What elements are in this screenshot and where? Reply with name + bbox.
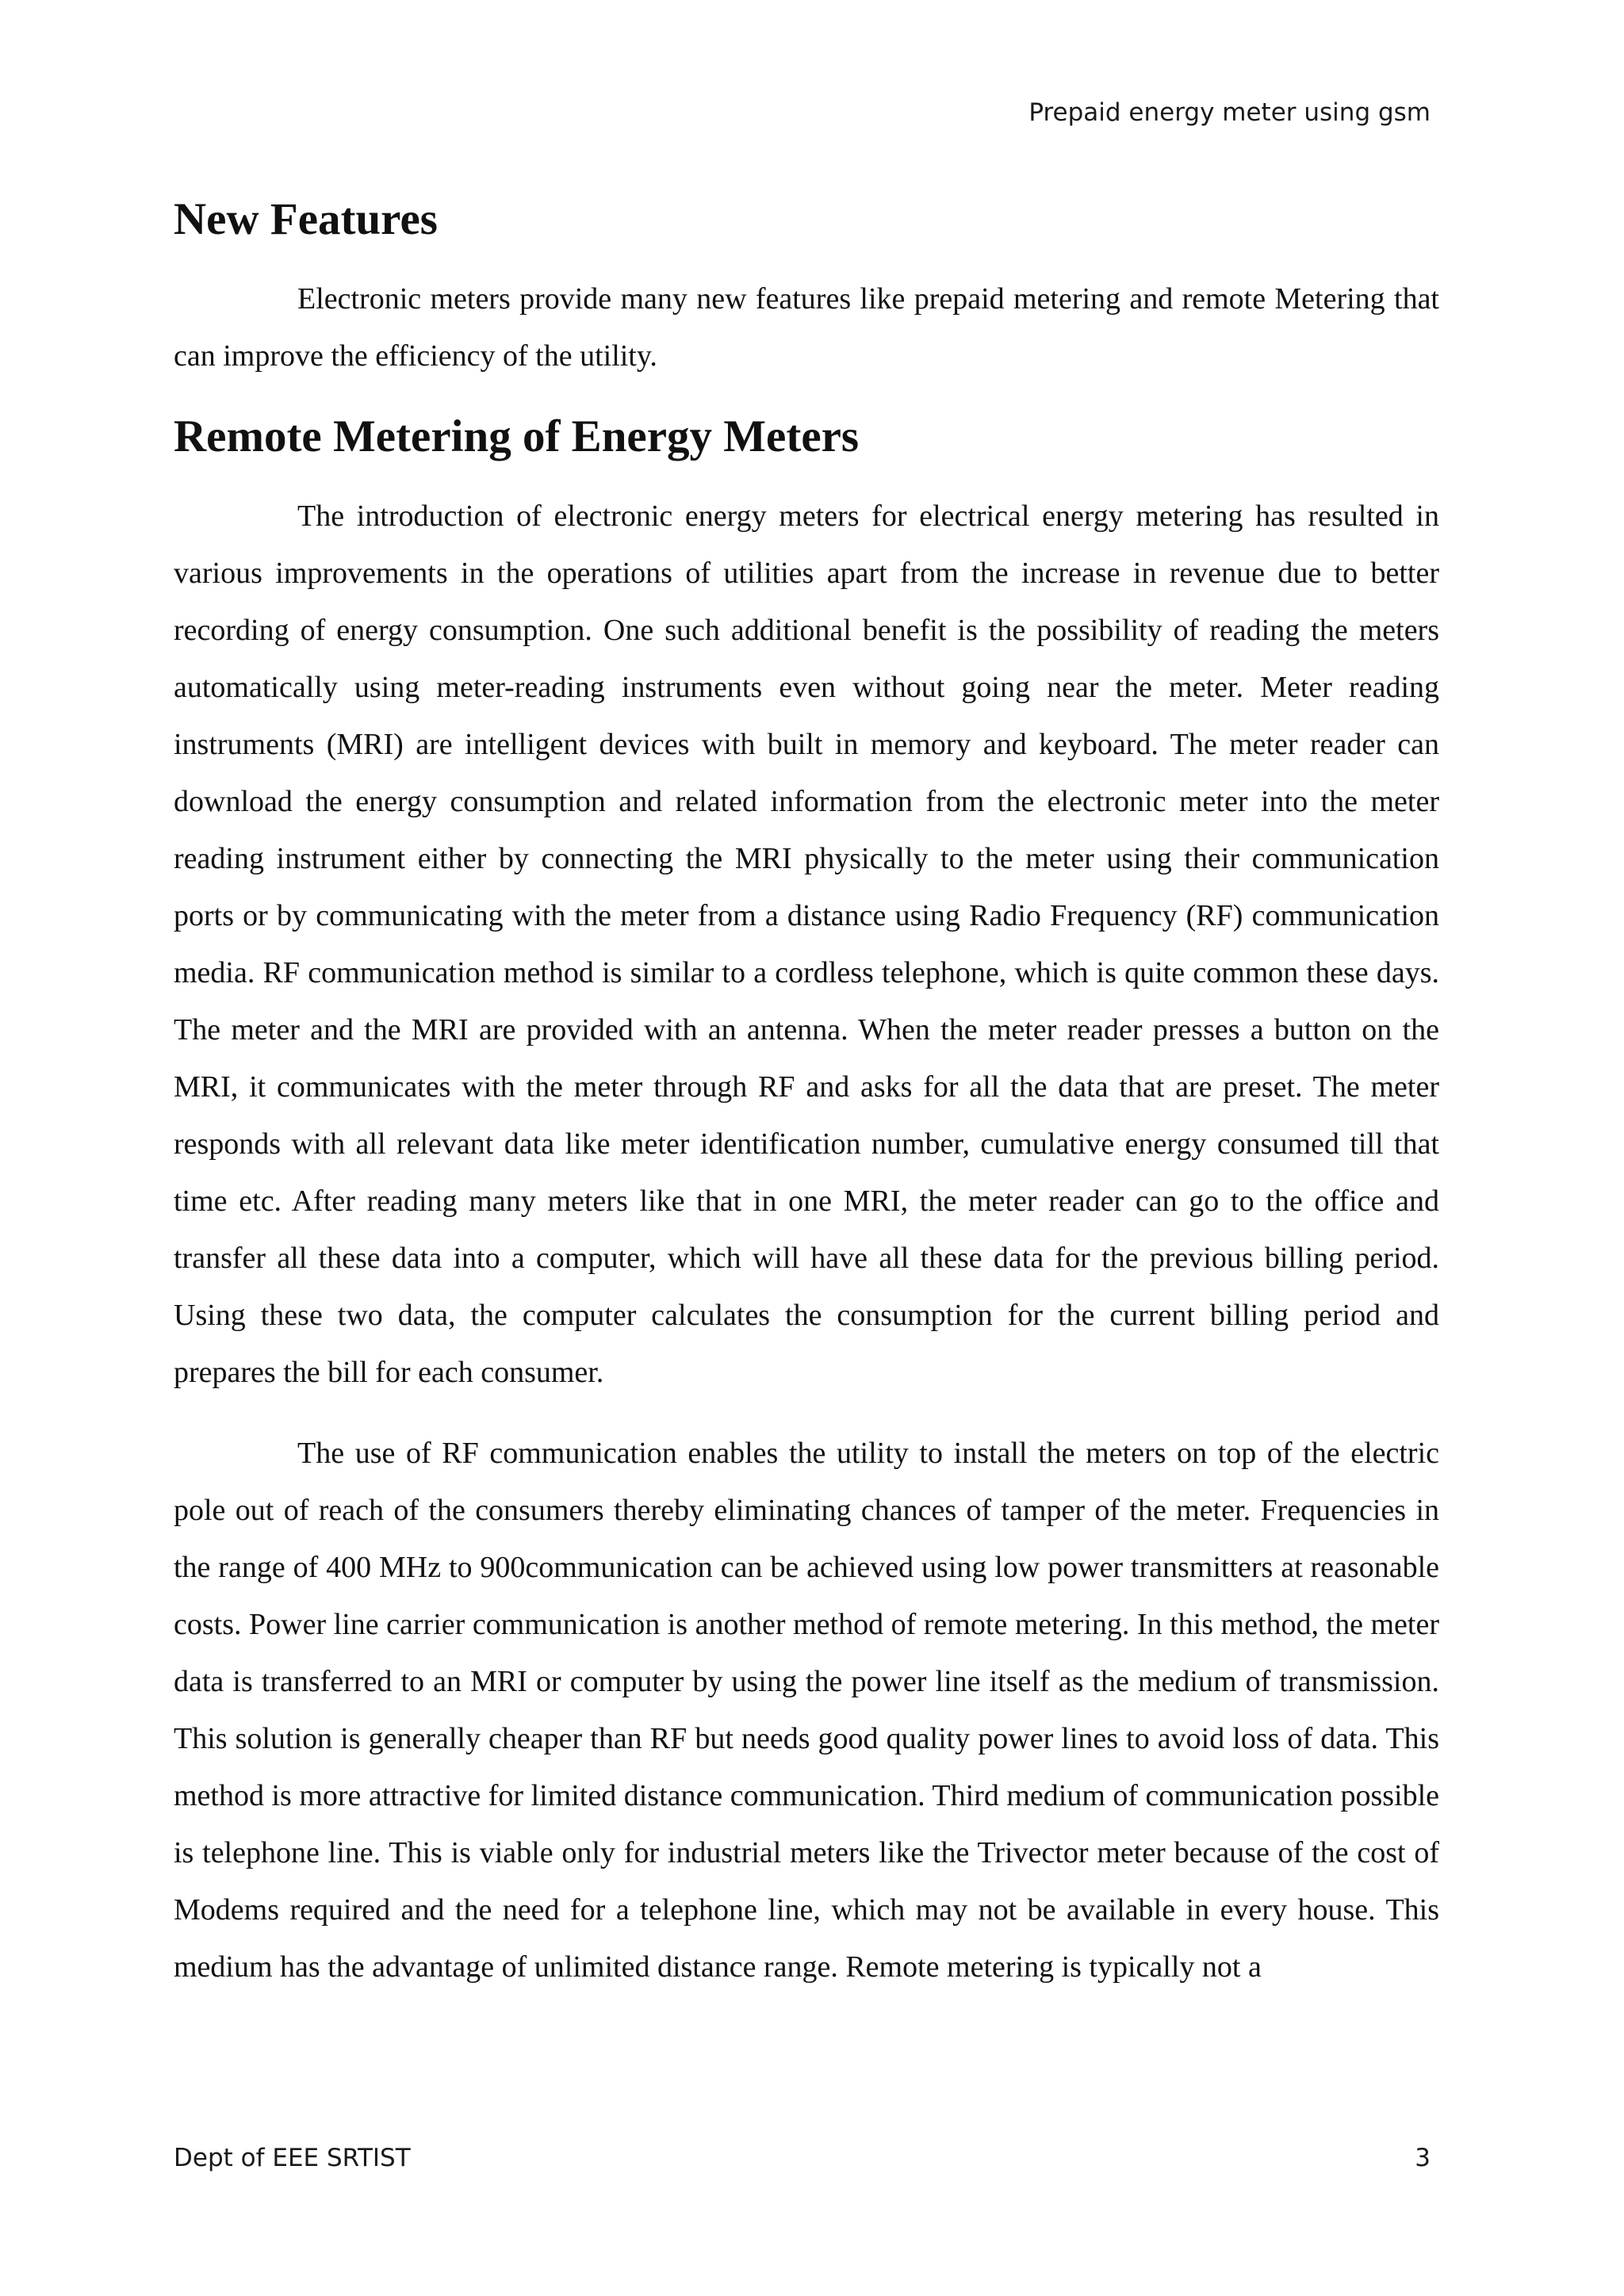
page-body	[174, 196, 1439, 1996]
section-heading-remote-metering: Remote Metering of Energy Meters	[174, 411, 860, 461]
footer-department: Dept of EEE SRTIST	[174, 2144, 411, 2172]
paragraph: Electronic meters provide many new features like prepaid metering and remote Metering that can improve the efficiency of the utility.	[174, 282, 1439, 373]
running-header: Prepaid energy meter using gsm	[1028, 98, 1431, 127]
paragraph: The use of RF communication enables the utility to install the meters on top of the electric pole out of reach of the consumers thereby eliminating chances of tamper of the meter. Frequencies in the range of 400 MHz to 900communication can be achieved using low power transmitters at reasonable costs. Power line carrier communication is another method of remote metering. In this method, the meter data is transferred to an MRI or computer by using the power line itself as the medium of transmission. This solution is generally cheaper than RF but needs good quality power lines to avoid loss of data. This method is more attractive for limited distance communication. Third medium of communication possible is telephone line. This is viable only for industrial meters like the Trivector meter because of the cost of Modems required and the need for a telephone line, which may not be available in every house. This medium has the advantage of unlimited distance range. Remote metering is typically not a	[174, 1437, 1439, 1984]
section-heading-new-features: New Features	[174, 194, 438, 244]
page-number: 3	[1415, 2144, 1431, 2172]
paragraph: The introduction of electronic energy meters for electrical energy metering has resulted in various improvements in the operations of utilities apart from the increase in revenue due to better recording of energy consumption. One such additional benefit is the possibility of reading the meters automatically using meter-reading instruments even without going near the meter. Meter reading instruments (MRI) are intelligent devices with built in memory and keyboard. The meter reader can download the energy consumption and related information from the electronic meter into the meter reading instrument either by connecting the MRI physically to the meter using their communication ports or by communicating with the meter from a distance using Radio Frequency (RF) communication media. RF communication method is similar to a cordless telephone, which is quite common these days. The meter and the MRI are provided with an antenna. When the meter reader presses a button on the MRI, it communicates with the meter through RF and asks for all the data that are preset. The meter responds with all relevant data like meter identification number, cumulative energy consumed till that time etc. After reading many meters like that in one MRI, the meter reader can go to the office and transfer all these data into a computer, which will have all these data for the previous billing period. Using these two data, the computer calculates the consumption for the current billing period and prepares the bill for each consumer.	[174, 499, 1439, 1389]
